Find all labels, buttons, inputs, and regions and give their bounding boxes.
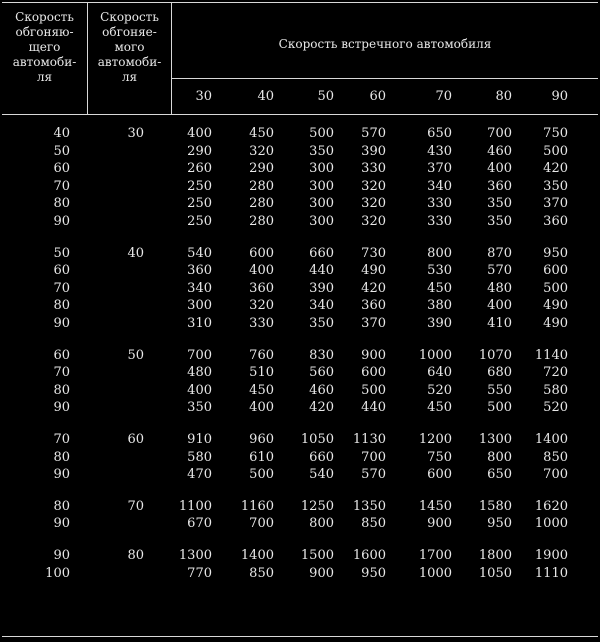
overtaken-speed-cell: 30 xyxy=(127,126,144,141)
distance-cell: 290 xyxy=(187,144,212,159)
distance-cell: 550 xyxy=(487,383,512,398)
distance-cell: 450 xyxy=(249,383,274,398)
distance-cell: 600 xyxy=(249,246,274,261)
distance-cell: 1900 xyxy=(534,548,568,563)
overtaking-speed-cell: 70 xyxy=(53,179,70,194)
overtaking-speed-cell: 60 xyxy=(53,263,70,278)
distance-cell: 250 xyxy=(187,179,212,194)
distance-cell: 750 xyxy=(427,450,452,465)
distance-cell: 800 xyxy=(487,450,512,465)
distance-cell: 520 xyxy=(427,383,452,398)
distance-cell: 1620 xyxy=(534,499,568,514)
overtaken-speed-cell: 70 xyxy=(127,499,144,514)
distance-cell: 300 xyxy=(309,214,334,229)
distance-cell: 280 xyxy=(249,214,274,229)
speed-header-cell: 70 xyxy=(435,89,452,104)
distance-cell: 660 xyxy=(309,450,334,465)
distance-cell: 540 xyxy=(309,467,334,482)
oncoming-speed-header: Скорость встречного автомобиля xyxy=(278,37,492,51)
distance-cell: 530 xyxy=(427,263,452,278)
distance-cell: 1250 xyxy=(300,499,334,514)
distance-cell: 350 xyxy=(487,214,512,229)
overtaken-speed-header: Скорость обгоняе- мого автомоби- ля xyxy=(97,10,162,84)
distance-cell: 300 xyxy=(187,298,212,313)
distance-cell: 400 xyxy=(187,126,212,141)
distance-cell: 1000 xyxy=(418,348,452,363)
overtaken-speed-cell: 40 xyxy=(127,246,144,261)
distance-cell: 1070 xyxy=(478,348,512,363)
distance-cell: 700 xyxy=(487,126,512,141)
speed-header-cell: 50 xyxy=(317,89,334,104)
distance-cell: 320 xyxy=(361,179,386,194)
distance-cell: 1700 xyxy=(418,548,452,563)
distance-cell: 580 xyxy=(187,450,212,465)
distance-cell: 440 xyxy=(309,263,334,278)
distance-cell: 500 xyxy=(543,144,568,159)
distance-cell: 500 xyxy=(543,281,568,296)
distance-cell: 600 xyxy=(427,467,452,482)
distance-cell: 470 xyxy=(187,467,212,482)
distance-cell: 680 xyxy=(487,365,512,380)
distance-cell: 1800 xyxy=(478,548,512,563)
distance-cell: 390 xyxy=(309,281,334,296)
distance-cell: 1100 xyxy=(178,499,212,514)
distance-cell: 350 xyxy=(487,196,512,211)
distance-cell: 950 xyxy=(543,246,568,261)
overtaking-speed-cell: 90 xyxy=(53,548,70,563)
distance-cell: 490 xyxy=(361,263,386,278)
distance-cell: 480 xyxy=(187,365,212,380)
distance-cell: 700 xyxy=(543,467,568,482)
distance-cell: 340 xyxy=(309,298,334,313)
distance-cell: 1450 xyxy=(418,499,452,514)
distance-cell: 570 xyxy=(361,467,386,482)
overtaking-speed-cell: 80 xyxy=(53,196,70,211)
distance-cell: 510 xyxy=(249,365,274,380)
distance-cell: 290 xyxy=(249,161,274,176)
table-top-border xyxy=(2,2,598,3)
distance-cell: 1580 xyxy=(478,499,512,514)
distance-cell: 400 xyxy=(487,298,512,313)
distance-cell: 1000 xyxy=(418,566,452,581)
distance-cell: 800 xyxy=(309,516,334,531)
distance-cell: 850 xyxy=(249,566,274,581)
distance-cell: 850 xyxy=(361,516,386,531)
overtaking-speed-header: Скорость обгоняю- щего автомоби- ля xyxy=(12,10,77,84)
overtaking-speed-cell: 60 xyxy=(53,348,70,363)
overtaking-speed-cell: 70 xyxy=(53,281,70,296)
overtaking-speed-cell: 80 xyxy=(53,450,70,465)
distance-cell: 300 xyxy=(309,179,334,194)
distance-cell: 420 xyxy=(543,161,568,176)
distance-cell: 730 xyxy=(361,246,386,261)
distance-cell: 1160 xyxy=(240,499,274,514)
overtaking-speed-cell: 60 xyxy=(53,161,70,176)
distance-cell: 370 xyxy=(543,196,568,211)
overtaking-speed-cell: 90 xyxy=(53,467,70,482)
distance-cell: 1200 xyxy=(418,432,452,447)
distance-cell: 950 xyxy=(487,516,512,531)
distance-cell: 370 xyxy=(427,161,452,176)
distance-cell: 430 xyxy=(427,144,452,159)
distance-cell: 350 xyxy=(543,179,568,194)
distance-cell: 1600 xyxy=(352,548,386,563)
distance-cell: 460 xyxy=(309,383,334,398)
distance-cell: 330 xyxy=(249,316,274,331)
distance-cell: 1050 xyxy=(478,566,512,581)
distance-cell: 360 xyxy=(361,298,386,313)
distance-cell: 1350 xyxy=(352,499,386,514)
distance-cell: 1500 xyxy=(300,548,334,563)
speed-header-cell: 80 xyxy=(495,89,512,104)
distance-cell: 570 xyxy=(487,263,512,278)
distance-cell: 300 xyxy=(309,196,334,211)
distance-cell: 260 xyxy=(187,161,212,176)
distance-cell: 650 xyxy=(427,126,452,141)
distance-cell: 320 xyxy=(361,214,386,229)
distance-cell: 460 xyxy=(487,144,512,159)
distance-cell: 350 xyxy=(187,400,212,415)
speed-header-cell: 40 xyxy=(257,89,274,104)
distance-cell: 610 xyxy=(249,450,274,465)
overtaking-speed-cell: 80 xyxy=(53,298,70,313)
distance-cell: 910 xyxy=(187,432,212,447)
distance-cell: 400 xyxy=(249,263,274,278)
distance-cell: 500 xyxy=(487,400,512,415)
distance-cell: 960 xyxy=(249,432,274,447)
distance-cell: 480 xyxy=(487,281,512,296)
distance-cell: 1140 xyxy=(534,348,568,363)
overtaking-speed-cell: 50 xyxy=(53,144,70,159)
distance-cell: 400 xyxy=(187,383,212,398)
distance-cell: 370 xyxy=(361,316,386,331)
overtaking-speed-cell: 100 xyxy=(45,566,70,581)
distance-cell: 1050 xyxy=(300,432,334,447)
distance-cell: 500 xyxy=(249,467,274,482)
speed-header-cell: 90 xyxy=(551,89,568,104)
overtaking-speed-cell: 70 xyxy=(53,365,70,380)
distance-cell: 700 xyxy=(361,450,386,465)
table-bottom-border xyxy=(2,636,598,637)
distance-cell: 400 xyxy=(487,161,512,176)
distance-cell: 280 xyxy=(249,179,274,194)
distance-cell: 900 xyxy=(361,348,386,363)
distance-cell: 560 xyxy=(309,365,334,380)
distance-cell: 280 xyxy=(249,196,274,211)
distance-cell: 320 xyxy=(361,196,386,211)
distance-cell: 770 xyxy=(187,566,212,581)
distance-cell: 580 xyxy=(543,383,568,398)
distance-cell: 390 xyxy=(427,316,452,331)
distance-cell: 320 xyxy=(249,298,274,313)
distance-cell: 340 xyxy=(427,179,452,194)
distance-cell: 1130 xyxy=(352,432,386,447)
distance-cell: 1110 xyxy=(534,566,568,581)
distance-cell: 340 xyxy=(187,281,212,296)
distance-cell: 540 xyxy=(187,246,212,261)
distance-cell: 490 xyxy=(543,298,568,313)
speeds-header-divider xyxy=(171,78,598,79)
distance-cell: 350 xyxy=(309,144,334,159)
overtaking-speed-cell: 90 xyxy=(53,400,70,415)
distance-cell: 900 xyxy=(427,516,452,531)
distance-cell: 310 xyxy=(187,316,212,331)
distance-cell: 830 xyxy=(309,348,334,363)
speed-header-cell: 60 xyxy=(369,89,386,104)
distance-cell: 360 xyxy=(543,214,568,229)
distance-cell: 640 xyxy=(427,365,452,380)
distance-cell: 660 xyxy=(309,246,334,261)
distance-cell: 850 xyxy=(543,450,568,465)
distance-cell: 400 xyxy=(249,400,274,415)
overtaken-speed-cell: 50 xyxy=(127,348,144,363)
distance-cell: 650 xyxy=(487,467,512,482)
distance-cell: 360 xyxy=(187,263,212,278)
distance-cell: 1400 xyxy=(534,432,568,447)
distance-cell: 1000 xyxy=(534,516,568,531)
distance-cell: 1400 xyxy=(240,548,274,563)
distance-cell: 450 xyxy=(427,400,452,415)
distance-cell: 350 xyxy=(309,316,334,331)
speed-header-cell: 30 xyxy=(195,89,212,104)
distance-cell: 330 xyxy=(427,196,452,211)
distance-cell: 330 xyxy=(361,161,386,176)
distance-cell: 1300 xyxy=(178,548,212,563)
overtaking-speed-cell: 40 xyxy=(53,126,70,141)
distance-cell: 750 xyxy=(543,126,568,141)
distance-cell: 440 xyxy=(361,400,386,415)
distance-cell: 330 xyxy=(427,214,452,229)
distance-cell: 490 xyxy=(543,316,568,331)
distance-cell: 700 xyxy=(187,348,212,363)
overtaken-speed-cell: 60 xyxy=(127,432,144,447)
distance-cell: 700 xyxy=(249,516,274,531)
distance-cell: 1300 xyxy=(478,432,512,447)
distance-cell: 760 xyxy=(249,348,274,363)
distance-cell: 500 xyxy=(361,383,386,398)
distance-cell: 420 xyxy=(309,400,334,415)
distance-cell: 360 xyxy=(487,179,512,194)
distance-cell: 410 xyxy=(487,316,512,331)
distance-cell: 720 xyxy=(543,365,568,380)
overtaking-speed-cell: 80 xyxy=(53,383,70,398)
distance-cell: 500 xyxy=(309,126,334,141)
distance-cell: 250 xyxy=(187,196,212,211)
distance-cell: 800 xyxy=(427,246,452,261)
overtaking-speed-cell: 90 xyxy=(53,214,70,229)
header-bottom-border xyxy=(2,114,598,115)
distance-cell: 600 xyxy=(543,263,568,278)
distance-cell: 360 xyxy=(249,281,274,296)
distance-cell: 900 xyxy=(309,566,334,581)
distance-cell: 250 xyxy=(187,214,212,229)
overtaking-speed-cell: 80 xyxy=(53,499,70,514)
overtaking-speed-cell: 70 xyxy=(53,432,70,447)
distance-cell: 870 xyxy=(487,246,512,261)
overtaking-speed-cell: 90 xyxy=(53,516,70,531)
distance-cell: 390 xyxy=(361,144,386,159)
distance-cell: 950 xyxy=(361,566,386,581)
distance-cell: 570 xyxy=(361,126,386,141)
overtaken-speed-cell: 80 xyxy=(127,548,144,563)
overtaking-speed-cell: 90 xyxy=(53,316,70,331)
distance-cell: 670 xyxy=(187,516,212,531)
overtaking-speed-cell: 50 xyxy=(53,246,70,261)
distance-cell: 300 xyxy=(309,161,334,176)
distance-cell: 420 xyxy=(361,281,386,296)
distance-cell: 600 xyxy=(361,365,386,380)
distance-cell: 450 xyxy=(249,126,274,141)
distance-cell: 520 xyxy=(543,400,568,415)
distance-cell: 380 xyxy=(427,298,452,313)
distance-cell: 450 xyxy=(427,281,452,296)
distance-cell: 320 xyxy=(249,144,274,159)
